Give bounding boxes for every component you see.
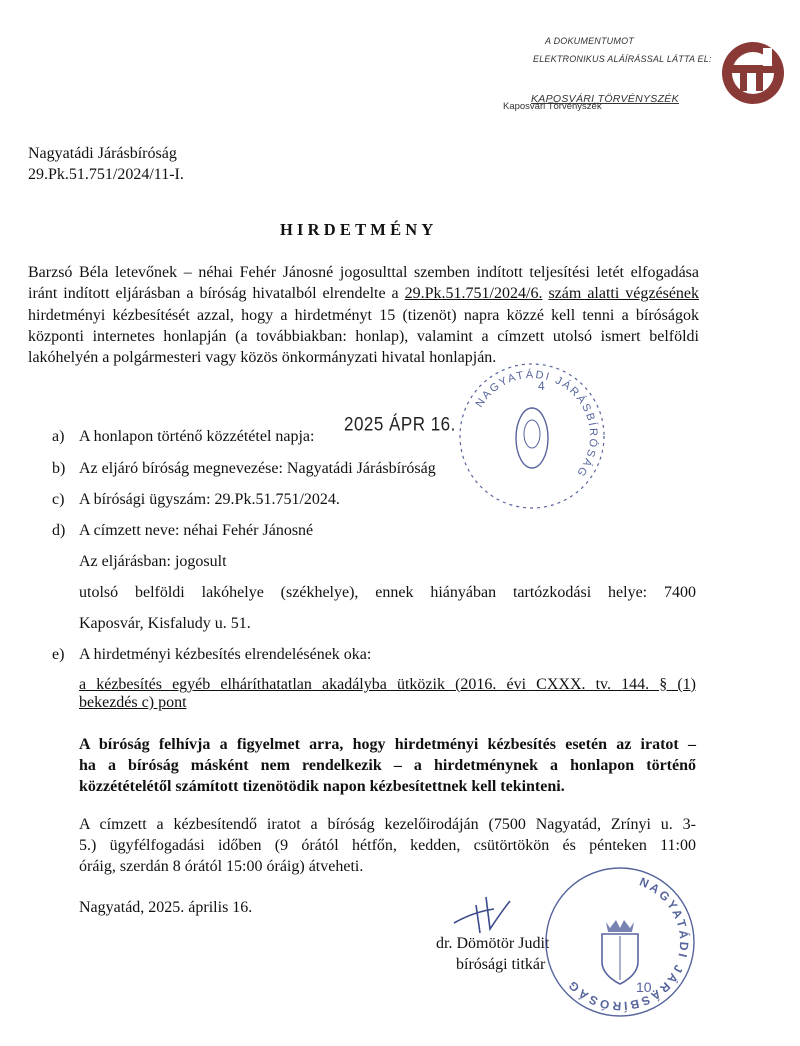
item-e-text: A hirdetményi kézbesítés elrendelésének oka: xyxy=(79,646,372,663)
handwritten-signature xyxy=(450,893,530,938)
item-d-address-line-2: Kaposvár, Kisfaludy u. 51. xyxy=(79,615,251,632)
stamp-bottom-number: 10. xyxy=(636,979,656,995)
esig-court-italic: KAPOSVÁRI TÖRVÉNYSZÉK xyxy=(531,93,679,105)
pickup-line-2: 5.) ügyfélfogadási időben (9 órától hétfőn, kedden, csütörtökön és pénteken 11:00 xyxy=(79,837,696,854)
publication-date-stamp: 2025 ÁPR 16. xyxy=(344,413,456,435)
item-e-marker: e) xyxy=(52,646,65,663)
item-d-text: A címzett neve: néhai Fehér Jánosné xyxy=(79,522,314,539)
esig-line-1: A DOKUMENTUMOT xyxy=(545,36,634,46)
notice-line-3: közzétételétől számított tizenötödik napon kézbesítettnek kell tekinteni. xyxy=(79,778,565,795)
notice-line-2: ha a bíróság másként nem rendelkezik – a hirdetménynek a honlapon történő xyxy=(79,757,696,774)
intro-ref-2: szám alatti végzésének xyxy=(548,285,700,303)
esig-line-2: ELEKTRONIKUS ALÁÍRÁSSAL LÁTTA EL: xyxy=(533,54,712,64)
intro-paragraph xyxy=(28,262,699,368)
svg-text:NAGYATÁDI JÁRÁSBÍRÓSÁG xyxy=(474,368,601,480)
item-d-address-line-1: utolsó belföldi lakóhelye (székhelye), ennek hiányában tartózkodási helye: 7400 xyxy=(79,584,696,601)
item-e-reason-line-2: bekezdés c) pont xyxy=(79,694,187,711)
court-stamp-bottom xyxy=(540,862,700,1022)
item-c-marker: c) xyxy=(52,491,65,508)
intro-text-1: Barzsó Béla letevőnek – néhai Fehér Jánosné jogosulttal szemben indított teljesítési letét elfogadása iránt indított eljárásban a bíróság hivatalból elrendelte a xyxy=(28,264,699,303)
court-name: Nagyatádi Járásbíróság xyxy=(28,145,177,162)
pickup-line-3: óráig, szerdán 8 órától 15:00 óráig) átveheti. xyxy=(79,858,364,875)
case-number: 29.Pk.51.751/2024/11-I. xyxy=(28,166,184,183)
place-date: Nagyatád, 2025. április 16. xyxy=(79,899,253,916)
stamp-mid-text: NAGYATÁDI JÁRÁSBÍRÓSÁG xyxy=(473,368,600,480)
document-title: HIRDETMÉNY xyxy=(280,220,438,239)
item-d-role: Az eljárásban: jogosult xyxy=(79,553,227,570)
intro-ref-1: 29.Pk.51.751/2024/6. xyxy=(404,285,543,303)
item-e-reason-line-1: a kézbesítés egyéb elháríthatatlan akadályba ütközik (2016. évi CXXX. tv. 144. § (1) xyxy=(79,676,696,693)
stamp-bottom-text: NAGYATÁDI JÁRÁSBÍRÓSÁG xyxy=(563,874,692,1014)
signatory-name: dr. Dömötör Judit xyxy=(436,935,550,952)
intro-text-2: hirdetményi kézbesítését azzal, hogy a hirdetményt 15 (tizenöt) napra közzé kell tenni a bíróságok központi internetes honlapján (a továbbiakban: honlap), valamint a címzett utolsó ismert belföldi lakóhelyén a polgármesteri vagy közös önkormányzati hivatal honlapján. xyxy=(28,306,699,367)
item-a-text: A honlapon történő közzététel napja: xyxy=(79,428,315,445)
stamp-mid-number: 4 xyxy=(538,379,545,393)
item-d-marker: d) xyxy=(52,522,66,539)
item-b-marker: b) xyxy=(52,460,66,477)
court-logo-icon xyxy=(718,38,788,108)
item-a-marker: a) xyxy=(52,428,65,445)
court-stamp-mid xyxy=(452,356,612,516)
pickup-line-1: A címzett a kézbesítendő iratot a bíróság kezelőirodáján (7500 Nagyatád, Zrínyi u. 3- xyxy=(79,816,696,833)
esig-court-plain: Kaposvári Törvényszék xyxy=(503,101,602,112)
item-c-text: A bírósági ügyszám: 29.Pk.51.751/2024. xyxy=(79,491,340,508)
signatory-role: bírósági titkár xyxy=(456,956,546,973)
notice-line-1: A bíróság felhívja a figyelmet arra, hogy hirdetményi kézbesítés esetén az iratot – xyxy=(79,736,696,753)
item-b-text: Az eljáró bíróság megnevezése: Nagyatádi Járásbíróság xyxy=(79,460,436,477)
